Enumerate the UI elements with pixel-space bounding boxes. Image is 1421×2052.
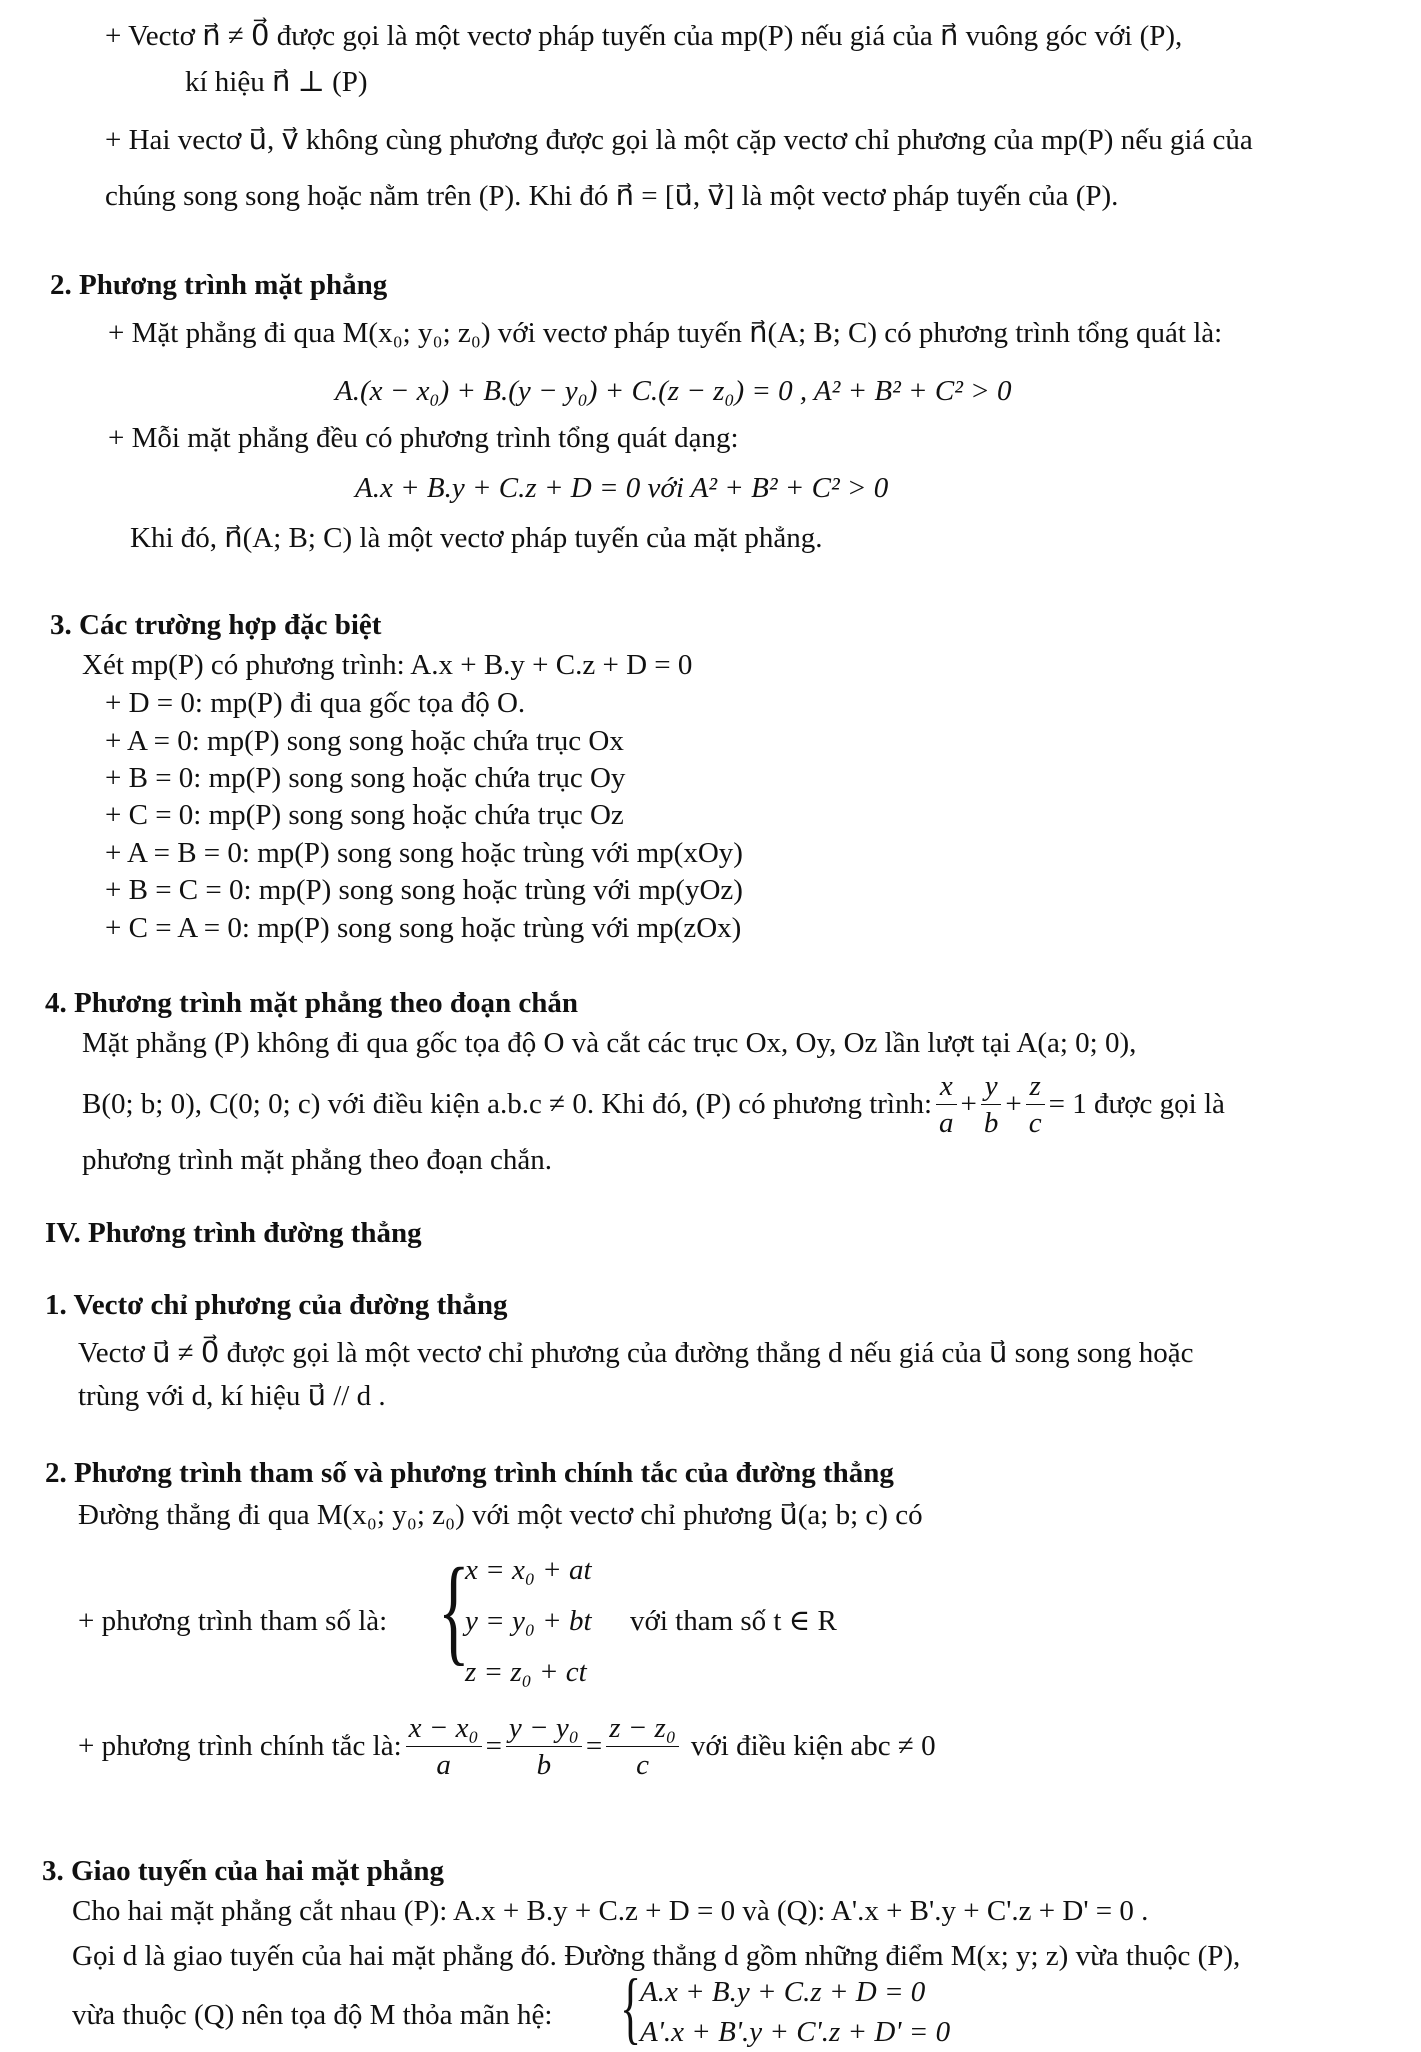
plus-sign: + [1005, 1087, 1022, 1120]
parametric-z: z = z₀ + ct [465, 1656, 587, 1688]
case-a-b-zero: + A = B = 0: mp(P) song song hoặc trùng với mp(xOy) [105, 837, 743, 869]
plane-q-equation: A'.x + B'.y + C'.z + D' = 0 [640, 2016, 951, 2048]
normal-from-coefficients: Khi đó, n⃗(A; B; C) là một vectơ pháp tuyến của mặt phẳng. [130, 522, 823, 554]
case-a-zero: + A = 0: mp(P) song song hoặc chứa trục Ox [105, 725, 624, 757]
parameter-condition: với tham số t ∈ R [630, 1605, 837, 1637]
normal-vector-notation: kí hiệu n⃗ ⊥ (P) [185, 66, 368, 98]
canonical-label: + phương trình chính tắc là: [78, 1729, 402, 1762]
parametric-x: x = x₀ + at [465, 1554, 592, 1586]
case-c-a-zero: + C = A = 0: mp(P) song song hoặc trùng với mp(zOx) [105, 912, 742, 944]
canonical-condition: với điều kiện abc ≠ 0 [690, 1729, 936, 1762]
plus-sign: + [960, 1087, 977, 1120]
general-form-intro: + Mỗi mặt phẳng đều có phương trình tổng quát dạng: [108, 422, 739, 454]
point-normal-formula: A.(x − x₀) + B.(y − y₀) + C.(z − z₀) = 0 , A² + B² + C² > 0 [335, 375, 1012, 407]
plane-through-point: + Mặt phẳng đi qua M(x₀; y₀; z₀) với vectơ pháp tuyến n⃗(A; B; C) có phương trình tổng quát là: [108, 317, 1223, 349]
system-brace: { [438, 1543, 470, 1676]
system-brace: { [620, 1964, 642, 2052]
cross-product-normal: chúng song song hoặc nằm trên (P). Khi đó n⃗ = [u⃗, v⃗] là một vectơ pháp tuyến của (P). [105, 180, 1119, 212]
intercept-equation-tail: = 1 được gọi là [1048, 1087, 1225, 1120]
heading-plane-equation: 2. Phương trình mặt phẳng [50, 269, 388, 301]
system-label: vừa thuộc (Q) nên tọa độ M thỏa mãn hệ: [72, 1999, 553, 2031]
special-cases-intro: Xét mp(P) có phương trình: A.x + B.y + C.z + D = 0 [82, 649, 693, 681]
case-b-c-zero: + B = C = 0: mp(P) song song hoặc trùng với mp(yOz) [105, 874, 743, 906]
two-planes-statement: Cho hai mặt phẳng cắt nhau (P): A.x + B.y + C.z + D = 0 và (Q): A'.x + B'.y + C'.z + D' = 0 . [72, 1895, 1149, 1927]
direction-vector-definition: Vectơ u⃗ ≠ 0⃗ được gọi là một vectơ chỉ phương của đường thẳng d nếu giá của u⃗ song song hoặc [78, 1337, 1194, 1369]
intercept-equation-line [82, 1068, 1225, 1142]
direction-pair-definition: + Hai vectơ u⃗, v⃗ không cùng phương được gọi là một cặp vectơ chỉ phương của mp(P) nếu giá của [105, 124, 1253, 156]
heading-special-cases: 3. Các trường hợp đặc biệt [50, 609, 382, 641]
heading-parametric-canonical: 2. Phương trình tham số và phương trình chính tắc của đường thẳng [45, 1457, 894, 1489]
heading-plane-intersection: 3. Giao tuyến của hai mặt phẳng [42, 1855, 445, 1887]
heading-intercept-form: 4. Phương trình mặt phẳng theo đoạn chắn [45, 987, 579, 1019]
heading-direction-vector: 1. Vectơ chỉ phương của đường thẳng [45, 1289, 508, 1321]
direction-vector-notation: trùng với d, kí hiệu u⃗ // d . [78, 1380, 386, 1412]
heading-line-equations: IV. Phương trình đường thẳng [45, 1217, 422, 1249]
line-through-point: Đường thẳng đi qua M(x₀; y₀; z₀) với một vectơ chỉ phương u⃗(a; b; c) có [78, 1499, 923, 1531]
intercept-description: Mặt phẳng (P) không đi qua gốc tọa độ O và cắt các trục Ox, Oy, Oz lần lượt tại A(a; 0; 0), [82, 1027, 1137, 1059]
parametric-y: y = y₀ + bt [465, 1605, 592, 1637]
fraction-z-canonical: $\frac{\text{z − z₀}}{c}$ [606, 1710, 679, 1784]
equals-sign: = [585, 1729, 603, 1762]
normal-vector-definition: + Vectơ n⃗ ≠ 0⃗ được gọi là một vectơ pháp tuyến của mp(P) nếu giá của n⃗ vuông góc với (P), [105, 20, 1183, 52]
plane-p-equation: A.x + B.y + C.z + D = 0 [640, 1976, 926, 2008]
fraction-x-canonical: $\frac{\text{x − x₀}}{a}$ [406, 1710, 482, 1784]
fraction-x-over-a: $\frac{x}{a}$ [936, 1068, 957, 1142]
parametric-label: + phương trình tham số là: [78, 1605, 388, 1637]
fraction-z-over-c: $\frac{z}{c}$ [1026, 1068, 1045, 1142]
canonical-equation-line [78, 1710, 936, 1784]
equals-sign: = [485, 1729, 502, 1762]
intercept-form-name: phương trình mặt phẳng theo đoạn chắn. [82, 1144, 552, 1176]
fraction-y-canonical: $\frac{\text{y − y₀}}{b}$ [506, 1710, 582, 1784]
case-c-zero: + C = 0: mp(P) song song hoặc chứa trục Oz [105, 799, 624, 831]
fraction-y-over-b: $\frac{y}{b}$ [981, 1068, 1002, 1142]
general-form-formula: A.x + B.y + C.z + D = 0 với A² + B² + C² > 0 [355, 472, 889, 504]
case-b-zero: + B = 0: mp(P) song song hoặc chứa trục Oy [105, 762, 626, 794]
case-d-zero: + D = 0: mp(P) đi qua gốc tọa độ O. [105, 687, 526, 719]
intercept-condition-text: B(0; b; 0), C(0; 0; c) với điều kiện a.b.c ≠ 0. Khi đó, (P) có phương trình: [82, 1087, 933, 1120]
intersection-line-description: Gọi d là giao tuyến của hai mặt phẳng đó. Đường thẳng d gồm những điểm M(x; y; z) vừa thuộc (P), [72, 1940, 1241, 1972]
